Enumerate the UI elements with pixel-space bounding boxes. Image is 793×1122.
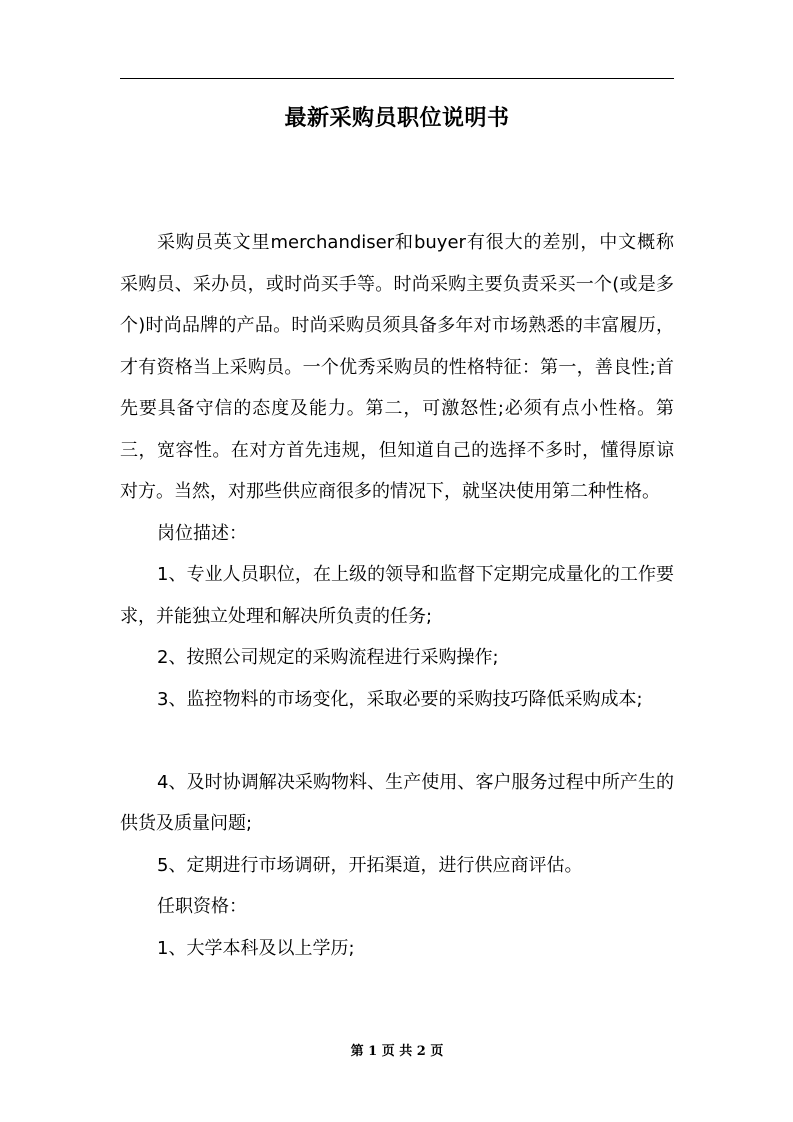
qualifications-heading: 任职资格： <box>157 896 247 917</box>
duty-item-1: 1、专业人员职位，在上级的领导和监督下定期完成量化的工作要求，并能独立处理和解决所负责的任务; <box>120 564 674 627</box>
duty-item-2: 2、按照公司规定的采购流程进行采购操作; <box>157 647 499 668</box>
qualification-item-1: 1、大学本科及以上学历; <box>157 937 355 959</box>
page-footer: 第 1 页 共 2 页 <box>350 1044 444 1059</box>
document-title: 最新采购员职位说明书 <box>284 106 510 131</box>
header-rule <box>120 78 674 79</box>
document-body <box>120 222 674 969</box>
intro-paragraph: 采购员英文里merchandiser和buyer有很大的差别，中文概称采购员、采办员，或时尚买手等。时尚采购主要负责采买一个(或是多个)时尚品牌的产品。时尚采购员须具备多年对市场熟悉的丰富履历，才有资格当上采购员。一个优秀采购员的性格特征：第一，善良性;首先要具备守信的态度及能力。第二，可激怒性;必须有点小性格。第三，宽容性。在对方首先违规，但知道自己的选择不多时，懂得原谅对方。当然，对那些供应商很多的情况下，就坚决使用第二种性格。 <box>120 232 674 502</box>
duty-item-4: 4、及时协调解决采购物料、生产使用、客户服务过程中所产生的供货及质量问题; <box>120 771 674 834</box>
blank-line <box>120 720 674 762</box>
duty-item-3: 3、监控物料的市场变化，采取必要的采购技巧降低采购成本; <box>157 688 643 710</box>
duties-heading: 岗位描述： <box>157 522 247 544</box>
duty-item-5: 5、定期进行市场调研，开拓渠道，进行供应商评估。 <box>157 854 583 876</box>
